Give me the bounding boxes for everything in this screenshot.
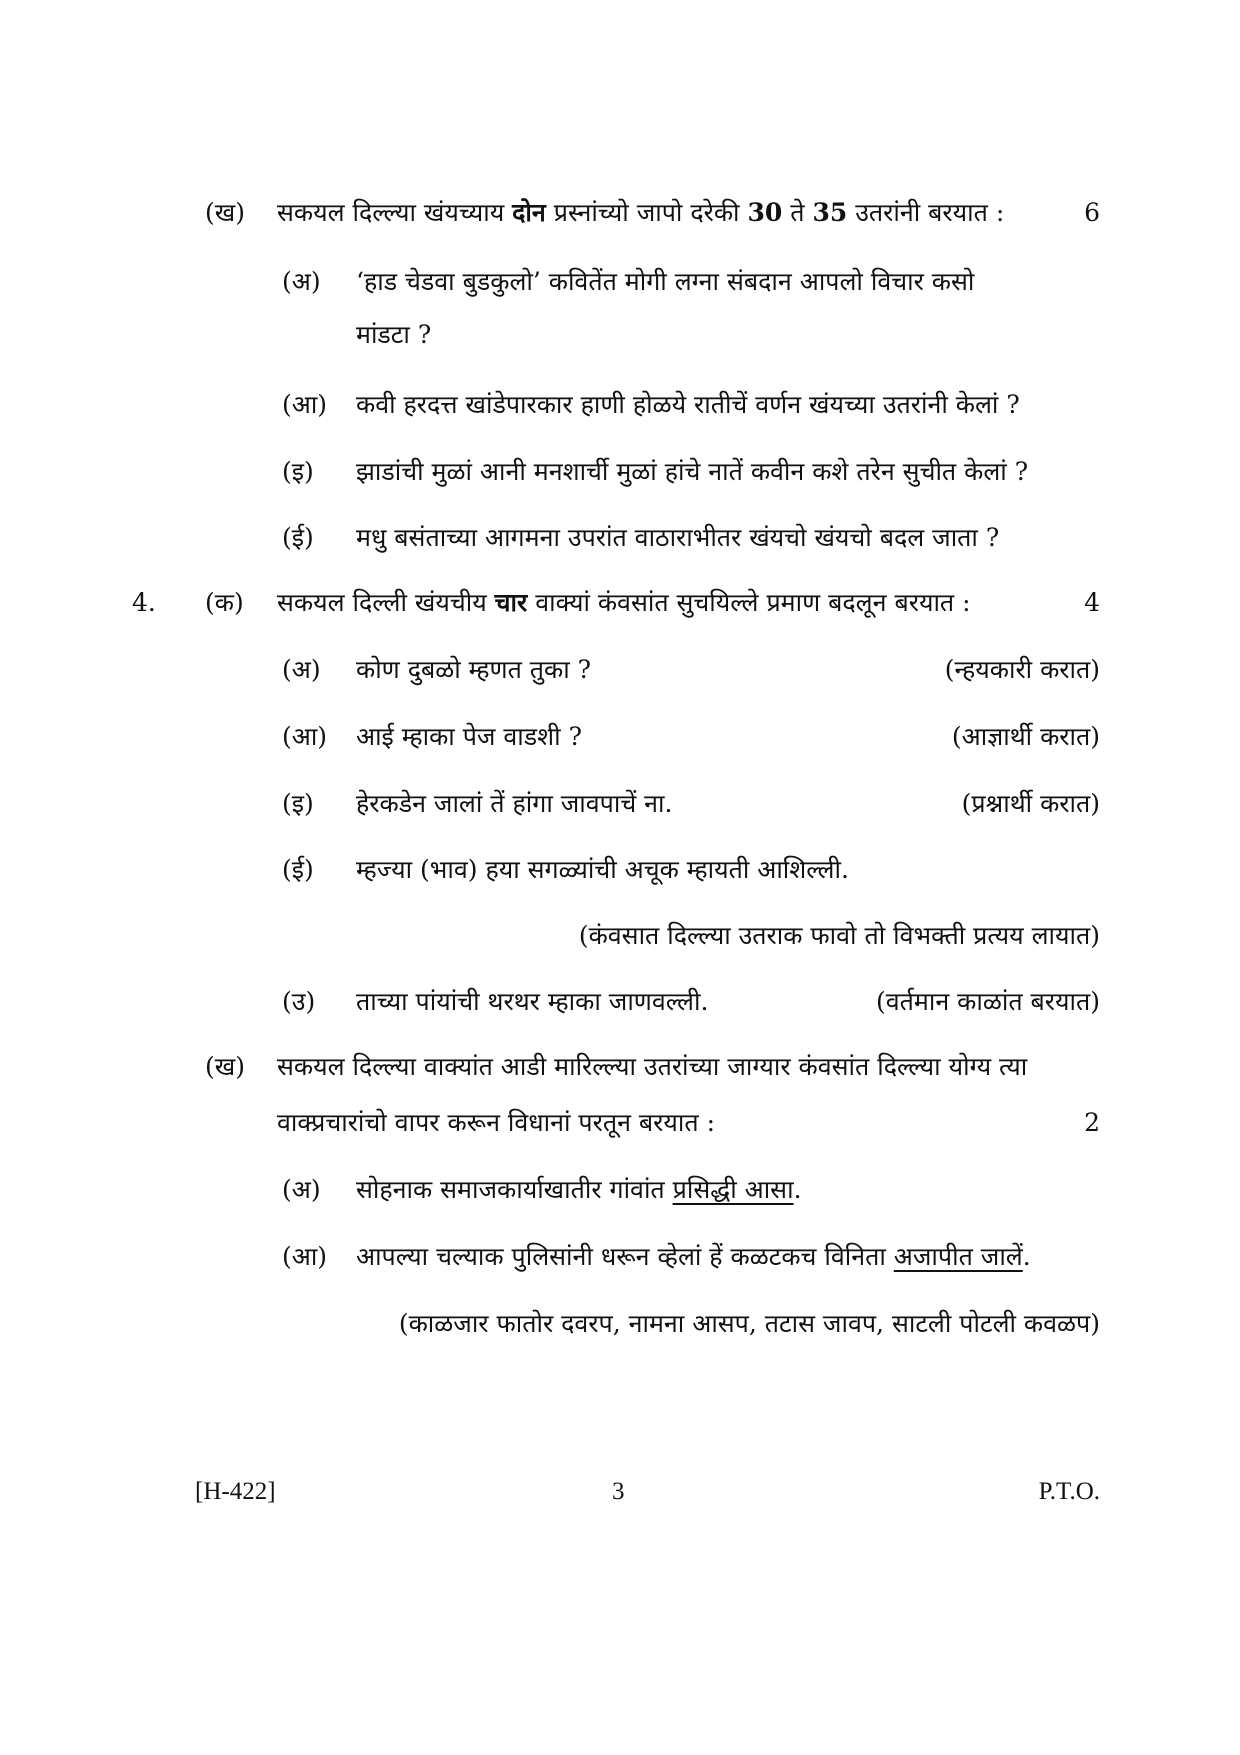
q4b-heading: (ख) सकयल दिल्ल्या वाक्यांत आडी मारिल्ल्या उतरांच्या जाग्यार कंवसांत दिल्ल्या योग्य त्या: [205, 1052, 1028, 1081]
q3b-item: (आ) कवी हरदत्त खांडेपारकार हाणी होळये रातीचें वर्णन खंयच्या उतरांनी केलां ?: [282, 390, 1020, 419]
q4a-item: (अ) कोण दुबळो म्हणत तुका ?: [282, 655, 592, 684]
underlined-phrase: अजापीत जालें: [893, 1242, 1023, 1271]
q3b-item: (ई) मधु बसंताच्या आगमना उपरांत वाठाराभीतर खंयचो खंयचो बदल जाता ?: [282, 523, 1000, 552]
q4a-item-hint: (आज्ञार्थी करात): [951, 722, 1100, 751]
underlined-phrase: प्रसिद्धी आसा: [672, 1175, 794, 1204]
q4b-heading-cont: वाक्प्रचारांचो वापर करून विधानां परतून बरयात :: [277, 1108, 716, 1137]
q3b-marks: 6: [1084, 198, 1100, 227]
q4a-item-hint: (न्हयकारी करात): [944, 655, 1100, 684]
q4a-item-hint: (प्रश्नार्थी करात): [961, 789, 1100, 818]
q4a-marks: 4: [1084, 588, 1100, 617]
q3b-heading: (ख) सकयल दिल्ल्या खंयच्याय दोन प्रस्नांच्यो जापो दरेकी 30 ते 35 उतरांनी बरयात :: [205, 196, 1100, 230]
q4-number: 4.: [132, 588, 156, 617]
q3b-bold-word: दोन: [512, 198, 546, 227]
paper-code: [H-422]: [195, 1478, 276, 1505]
pto-label: P.T.O.: [1038, 1478, 1100, 1505]
q4a-heading: (क) सकयल दिल्ली खंयचीय चार वाक्यां कंवसांत सुचयिल्ले प्रमाण बदलून बरयात :: [205, 588, 971, 617]
q3b-item-cont: मांडटा ?: [356, 320, 432, 349]
q4b-item: (आ) आपल्या चल्याक पुलिसांनी धरून व्हेलां हें कळटकच विनिता अजापीत जालें.: [282, 1242, 1031, 1271]
q4a-item: (ई) म्हज्या (भाव) हया सगळ्यांची अचूक म्हायती आशिल्ली.: [282, 855, 849, 884]
q4a-item: (आ) आई म्हाका पेज वाडशी ?: [282, 722, 582, 751]
q4a-item: (उ) ताच्या पांयांची थरथर म्हाका जाणवल्ली.: [282, 987, 709, 1016]
page-number: 3: [612, 1478, 625, 1505]
q3b-label: (ख): [205, 198, 245, 227]
q4b-item: (अ) सोहनाक समाजकार्याखातीर गांवांत प्रसिद्धी आसा.: [282, 1175, 802, 1204]
q4b-marks: 2: [1084, 1108, 1100, 1137]
q4a-item-hint: (कंवसात दिल्ल्या उतराक फावो तो विभक्ती प्रत्यय लायात): [578, 921, 1100, 950]
q4b-options: (काळजार फातोर दवरप, नामना आसप, तटास जावप, साटली पोटली कवळप): [398, 1309, 1100, 1338]
q4a-item-hint: (वर्तमान काळांत बरयात): [876, 987, 1100, 1016]
q4a-item: (इ) हेरकडेन जालां तें हांगा जावपाचें ना.: [282, 789, 673, 818]
q3b-item: (अ) ‘हाड चेडवा बुडकुलो’ कवितेंत मोगी लग्ना संबदान आपलो विचार कसो: [282, 267, 975, 296]
q3b-item: (इ) झाडांची मुळां आनी मनशार्ची मुळां हांचे नातें कवीन कशे तरेन सुचीत केलां ?: [282, 457, 1029, 486]
